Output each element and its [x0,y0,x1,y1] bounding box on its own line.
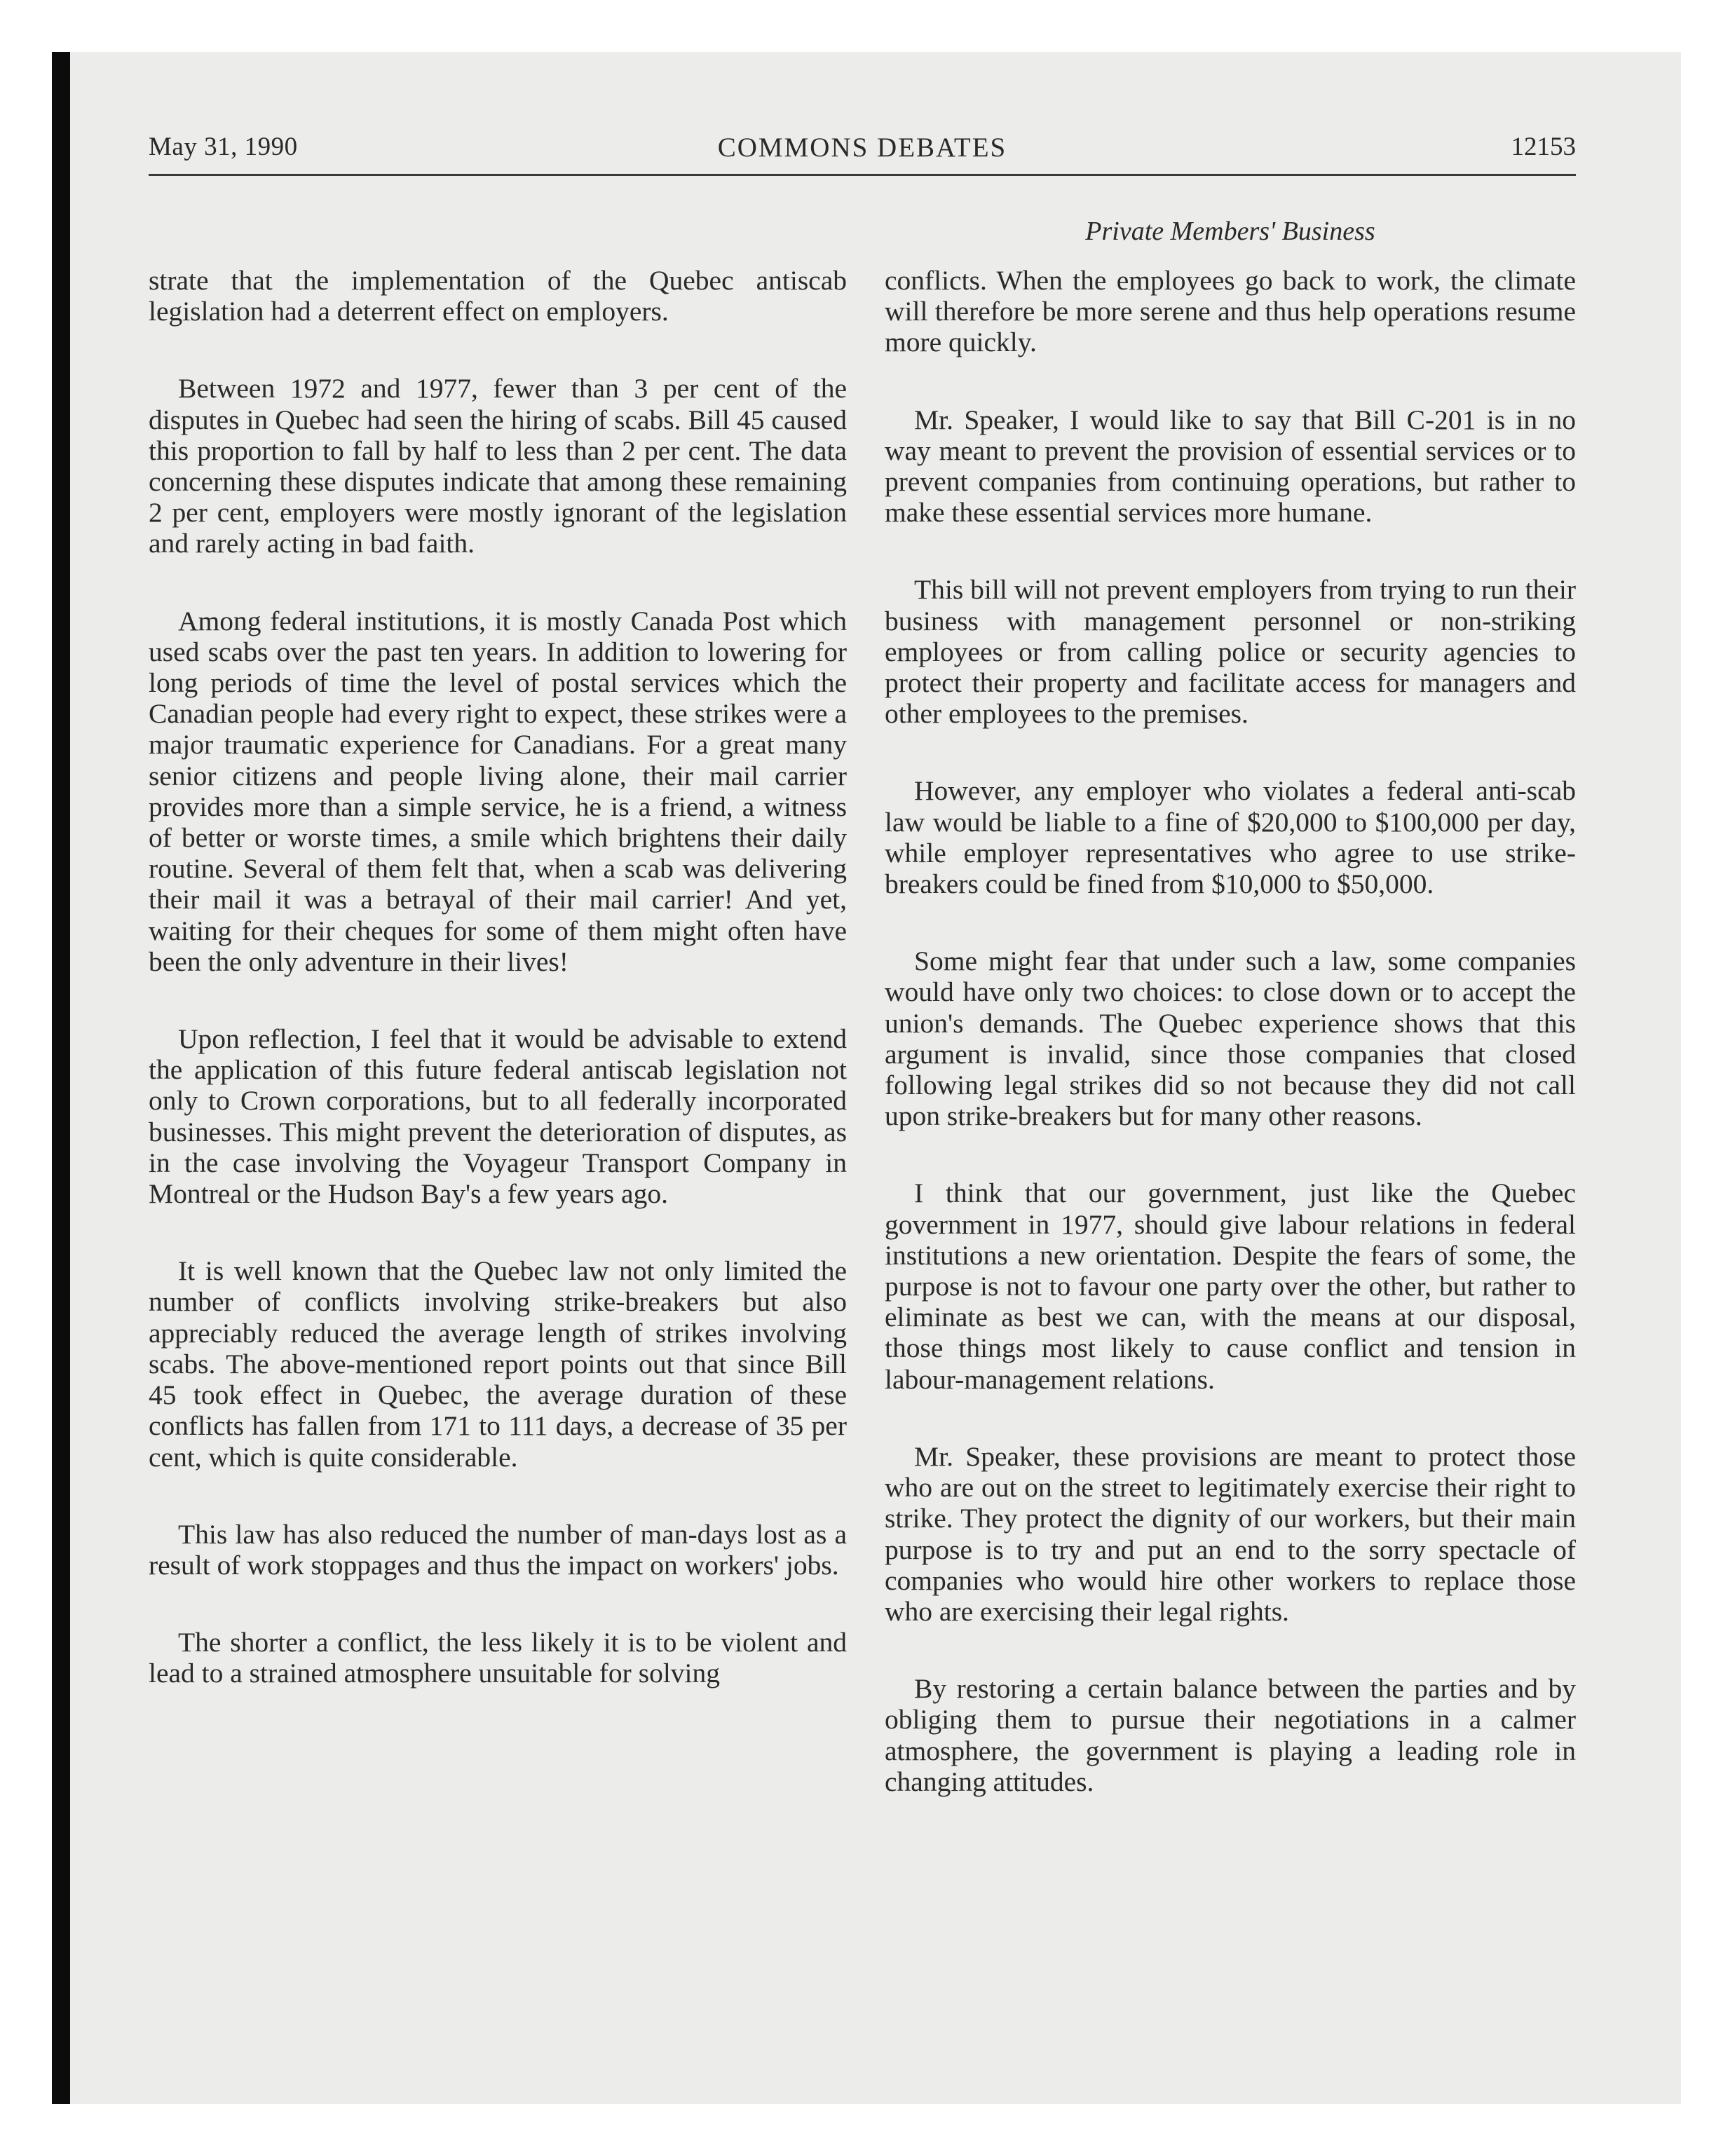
right-column [885,265,1576,1843]
paragraph: Among federal institutions, it is mostly Canada Post which used scabs over the past ten years. In addition to lowering for long periods of time the level of postal services which the Canadian people had every right to expect, these strikes were a major traumatic experience for Canadians. For a great many senior citizens and people living alone, their mail carrier provides more than a simple service, he is a friend, a witness of better or worste times, a smile which brightens their daily routine. Several of them felt that, when a scab was delivering their mail it was a betrayal of their mail carrier! And yet, waiting for their cheques for some of them might often have been the only adventure in their lives! [149,605,847,977]
paragraph: Upon reflection, I feel that it would be advisable to extend the application of this future federal antiscab legislation not only to Crown corporations, but to all federally incorporated businesses. This might prevent the deterioration of disputes, as in the case involving the Voyageur Transport Company in Montreal or the Hudson Bay's a few years ago. [149,1023,847,1210]
paragraph: This bill will not prevent employers from trying to run their business with management personnel or non-striking employees or from calling police or security agencies to protect their property and facilitate access for managers and other employees to the premises. [885,574,1576,730]
paragraph: However, any employer who violates a federal anti-scab law would be liable to a fine of $20,000 to $100,000 per day, while employer representatives who agree to use strike-breakers could be fined from $10,000 to $50,000. [885,775,1576,900]
paragraph: conflicts. When the employees go back to work, the climate will therefore be more serene and thus help operations resume more quickly. [885,265,1576,358]
paragraph: The shorter a conflict, the less likely it is to be violent and lead to a strained atmosphere unsuitable for solving [149,1627,847,1689]
paragraph: It is well known that the Quebec law not only limited the number of conflicts involving strike-breakers but also appreciably reduced the average length of strikes involving scabs. The above-mentioned report points out that since Bill 45 took effect in Quebec, the average duration of these conflicts has fallen from 171 to 111 days, a decrease of 35 per cent, which is quite considerable. [149,1255,847,1473]
paragraph: Some might fear that under such a law, some companies would have only two choices: to close down or to accept the union's demands. The Quebec experience shows that this argument is invalid, since those companies that closed following legal strikes did so not because they did not call upon strike-breakers but for many other reasons. [885,946,1576,1132]
paragraph: Mr. Speaker, these provisions are meant to protect those who are out on the street to legitimately exercise their right to strike. They protect the dignity of our workers, but their main purpose is to try and put an end to the sorry spectacle of companies who would hire other workers to replace those who are exercising their legal rights. [885,1440,1576,1627]
page-number: 12153 [1511,132,1576,161]
paragraph: This law has also reduced the number of man-days lost as a result of work stoppages and thus the impact on workers' jobs. [149,1518,847,1581]
section-label: Private Members' Business [1085,217,1375,246]
paragraph: By restoring a certain balance between the parties and by obliging them to pursue their negotiations in a calmer atmosphere, the government is playing a leading role in changing attitudes. [885,1673,1576,1797]
paragraph: strate that the implementation of the Quebec antiscab legislation had a deterrent effect on employers. [149,265,847,327]
header-rule [149,174,1576,176]
page-header [149,129,1576,171]
paragraph: I think that our government, just like the Quebec government in 1977, should give labour relations in federal institutions a new orientation. Despite the fears of some, the purpose is not to favour one party over the other, but rather to eliminate as best we can, with the means at our disposal, those things most likely to cause conflict and tension in labour-management relations. [885,1178,1576,1395]
left-column [149,265,847,1735]
header-title: COMMONS DEBATES [717,132,1007,163]
scan-binding-edge [52,52,70,2104]
paragraph: Mr. Speaker, I would like to say that Bill C-201 is in no way meant to prevent the provision of essential services or to prevent companies from continuing operations, but rather to make these essential services more humane. [885,404,1576,528]
header-date: May 31, 1990 [149,132,298,161]
paragraph: Between 1972 and 1977, fewer than 3 per cent of the disputes in Quebec had seen the hiring of scabs. Bill 45 caused this proportion to fall by half to less than 2 per cent. The data concerning these disputes indicate that among these remaining 2 per cent, employers were mostly ignorant of the legislation and rarely acting in bad faith. [149,373,847,559]
